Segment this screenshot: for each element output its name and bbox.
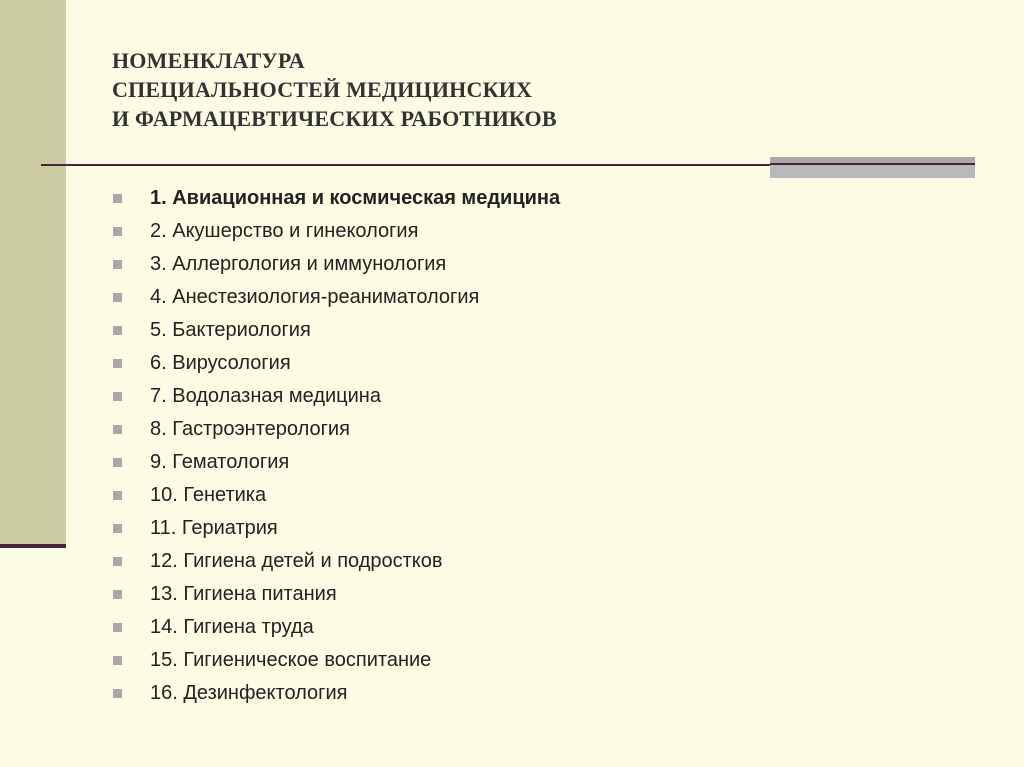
square-bullet-icon bbox=[113, 524, 122, 533]
divider-accent-bar bbox=[770, 157, 975, 178]
square-bullet-icon bbox=[113, 590, 122, 599]
list-item bbox=[113, 413, 560, 446]
list-item bbox=[113, 578, 560, 611]
list-item bbox=[113, 545, 560, 578]
list-item-text: 9. Гематология bbox=[150, 451, 290, 473]
list-item-text: 12. Гигиена детей и подростков bbox=[150, 550, 443, 572]
title-line-2: СПЕЦИАЛЬНОСТЕЙ МЕДИЦИНСКИХ bbox=[112, 77, 533, 102]
square-bullet-icon bbox=[113, 326, 122, 335]
left-decorative-band bbox=[0, 0, 66, 546]
specialty-list bbox=[113, 182, 560, 710]
list-item-text: 10. Генетика bbox=[150, 484, 267, 506]
square-bullet-icon bbox=[113, 458, 122, 467]
list-item-text: 3. Аллергология и иммунология bbox=[150, 253, 447, 275]
square-bullet-icon bbox=[113, 689, 122, 698]
square-bullet-icon bbox=[113, 623, 122, 632]
list-item-text: 4. Анестезиология-реаниматология bbox=[150, 286, 480, 308]
list-item-text: 6. Вирусология bbox=[150, 352, 291, 374]
list-item-text: 8. Гастроэнтерология bbox=[150, 418, 350, 440]
list-item bbox=[113, 512, 560, 545]
list-item bbox=[113, 281, 560, 314]
list-item bbox=[113, 644, 560, 677]
list-item bbox=[113, 446, 560, 479]
list-item-text: 14. Гигиена труда bbox=[150, 616, 314, 638]
list-item-text: 16. Дезинфектология bbox=[150, 682, 348, 704]
title-line-1: НОМЕНКЛАТУРА bbox=[112, 48, 305, 73]
square-bullet-icon bbox=[113, 557, 122, 566]
square-bullet-icon bbox=[113, 260, 122, 269]
square-bullet-icon bbox=[113, 194, 122, 203]
list-item bbox=[113, 215, 560, 248]
list-item bbox=[113, 248, 560, 281]
title-line-3: И ФАРМАЦЕВТИЧЕСКИХ РАБОТНИКОВ bbox=[112, 106, 557, 131]
square-bullet-icon bbox=[113, 227, 122, 236]
list-item bbox=[113, 380, 560, 413]
list-item-text: 7. Водолазная медицина bbox=[150, 385, 381, 407]
list-item bbox=[113, 479, 560, 512]
list-item bbox=[113, 314, 560, 347]
list-item-text: 15. Гигиеническое воспитание bbox=[150, 649, 432, 671]
list-item-text: 1. Авиационная и космическая медицина bbox=[150, 187, 561, 209]
slide-title bbox=[112, 46, 557, 133]
square-bullet-icon bbox=[113, 359, 122, 368]
list-item bbox=[113, 677, 560, 710]
square-bullet-icon bbox=[113, 425, 122, 434]
list-item-text: 5. Бактериология bbox=[150, 319, 311, 341]
list-item bbox=[113, 347, 560, 380]
list-item-text: 2. Акушерство и гинекология bbox=[150, 220, 419, 242]
left-band-rule bbox=[0, 544, 66, 548]
square-bullet-icon bbox=[113, 656, 122, 665]
list-item-text: 11. Гериатрия bbox=[150, 517, 278, 539]
square-bullet-icon bbox=[113, 293, 122, 302]
square-bullet-icon bbox=[113, 491, 122, 500]
square-bullet-icon bbox=[113, 392, 122, 401]
list-item bbox=[113, 611, 560, 644]
list-item-text: 13. Гигиена питания bbox=[150, 583, 337, 605]
list-item bbox=[113, 182, 560, 215]
